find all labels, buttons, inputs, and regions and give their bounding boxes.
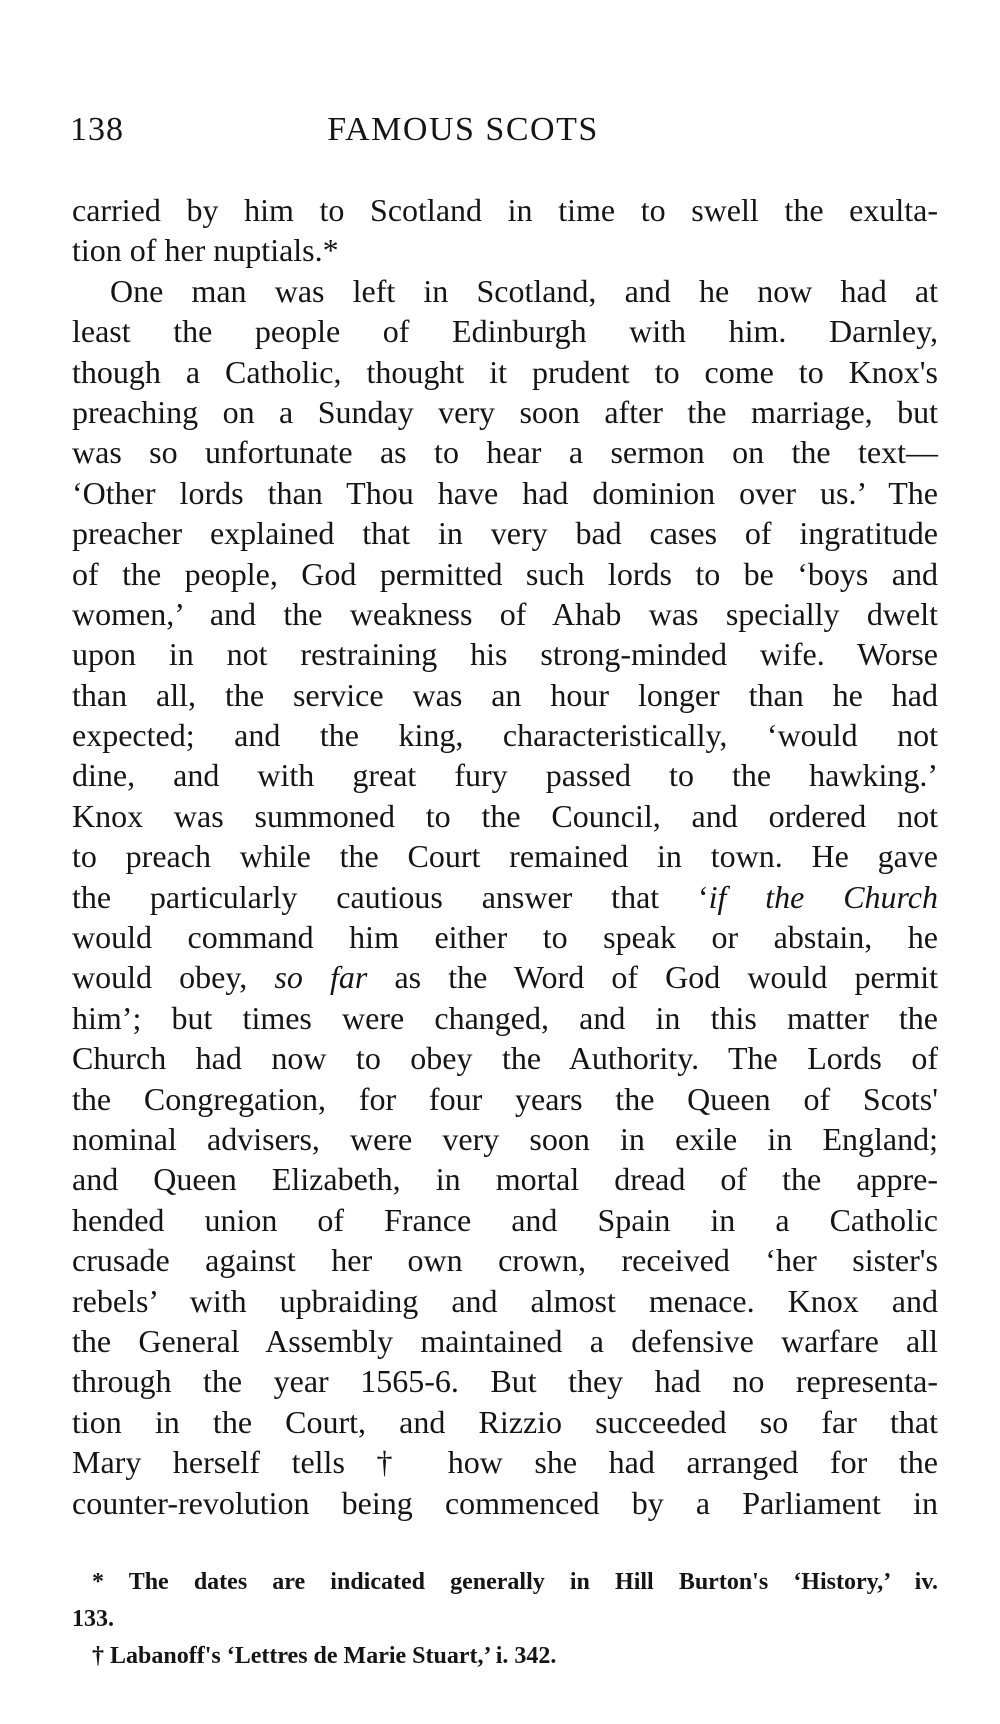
text-line: him’; but times were changed, and in this matter the (72, 999, 938, 1036)
text-line: least the people of Edinburgh with him. Darnley, (72, 313, 938, 350)
text-line: Church had now to obey the Authority. The Lords of (72, 1040, 938, 1077)
text-line: to preach while the Court remained in town. He gave (72, 838, 938, 875)
text-line: women,’ and the weakness of Ahab was specially dwelt (72, 595, 938, 632)
footnote-line: † Labanoff's ‘Lettres de Marie Stuart,’ i. 342. (92, 1643, 557, 1669)
body-text (72, 190, 938, 1523)
footnote-line: * The dates are indicated generally in Hill Burton's ‘History,’ iv. (92, 1569, 938, 1595)
text-line: dine, and with great fury passed to the hawking.’ (72, 757, 938, 794)
running-head: FAMOUS SCOTS (327, 111, 599, 148)
text-line: of the people, God permitted such lords to be ‘boys and (72, 555, 938, 592)
italic-phrase: so far (274, 959, 368, 996)
text-line: than all, the service was an hour longer than he had (72, 676, 938, 713)
text-line: the Congregation, for four years the Queen of Scots' (72, 1080, 938, 1117)
text-line: rebels’ with upbraiding and almost menace. Knox and (72, 1282, 938, 1319)
text-line: was so unfortunate as to hear a sermon on the text— (72, 434, 938, 471)
text-line: hended union of France and Spain in a Catholic (72, 1201, 938, 1238)
text-line (72, 877, 938, 917)
text-line: Mary herself tells † how she had arranged for the (72, 1444, 938, 1481)
text-line: crusade against her own crown, received ‘her sister's (72, 1242, 938, 1279)
text-line: though a Catholic, thought it prudent to come to Knox's (72, 353, 938, 390)
italic-phrase: if the Church (708, 878, 939, 915)
text-line: counter-revolution being commenced by a Parliament in (72, 1484, 938, 1521)
text-line: and Queen Elizabeth, in mortal dread of the appre- (72, 1161, 938, 1198)
text-line: preacher explained that in very bad cases of ingratitude (72, 515, 938, 552)
text-line: carried by him to Scotland in time to swell the exulta- (72, 192, 938, 228)
page-number: 138 (70, 111, 124, 148)
page-header (70, 106, 950, 154)
text-line: One man was left in Scotland, and he now had at (110, 272, 938, 309)
text-line: expected; and the king, characteristically, ‘would not (72, 717, 938, 754)
text-line: nominal advisers, were very soon in exile in England; (72, 1120, 938, 1157)
text-segment: the particularly cautious answer that ‘ (72, 878, 709, 915)
text-line: would command him either to speak or abstain, he (72, 919, 938, 956)
text-line: ‘Other lords than Thou have had dominion over us.’ The (72, 474, 938, 511)
text-segment: would obey, (72, 959, 275, 996)
text-line (72, 957, 938, 997)
text-line: upon in not restraining his strong-minded wife. Worse (72, 636, 938, 673)
footnotes (72, 1564, 938, 1675)
text-line: through the year 1565-6. But they had no representa- (72, 1363, 938, 1400)
text-line: preaching on a Sunday very soon after the marriage, but (72, 393, 938, 430)
text-line: the General Assembly maintained a defensive warfare all (72, 1322, 938, 1359)
text-line: tion in the Court, and Rizzio succeeded so far that (72, 1403, 938, 1440)
text-line: Knox was summoned to the Council, and ordered not (72, 797, 938, 834)
text-segment: as the Word of God would permit (367, 959, 939, 996)
footnote-line: 133. (72, 1606, 114, 1632)
text-line: tion of her nuptials.* (72, 232, 339, 269)
